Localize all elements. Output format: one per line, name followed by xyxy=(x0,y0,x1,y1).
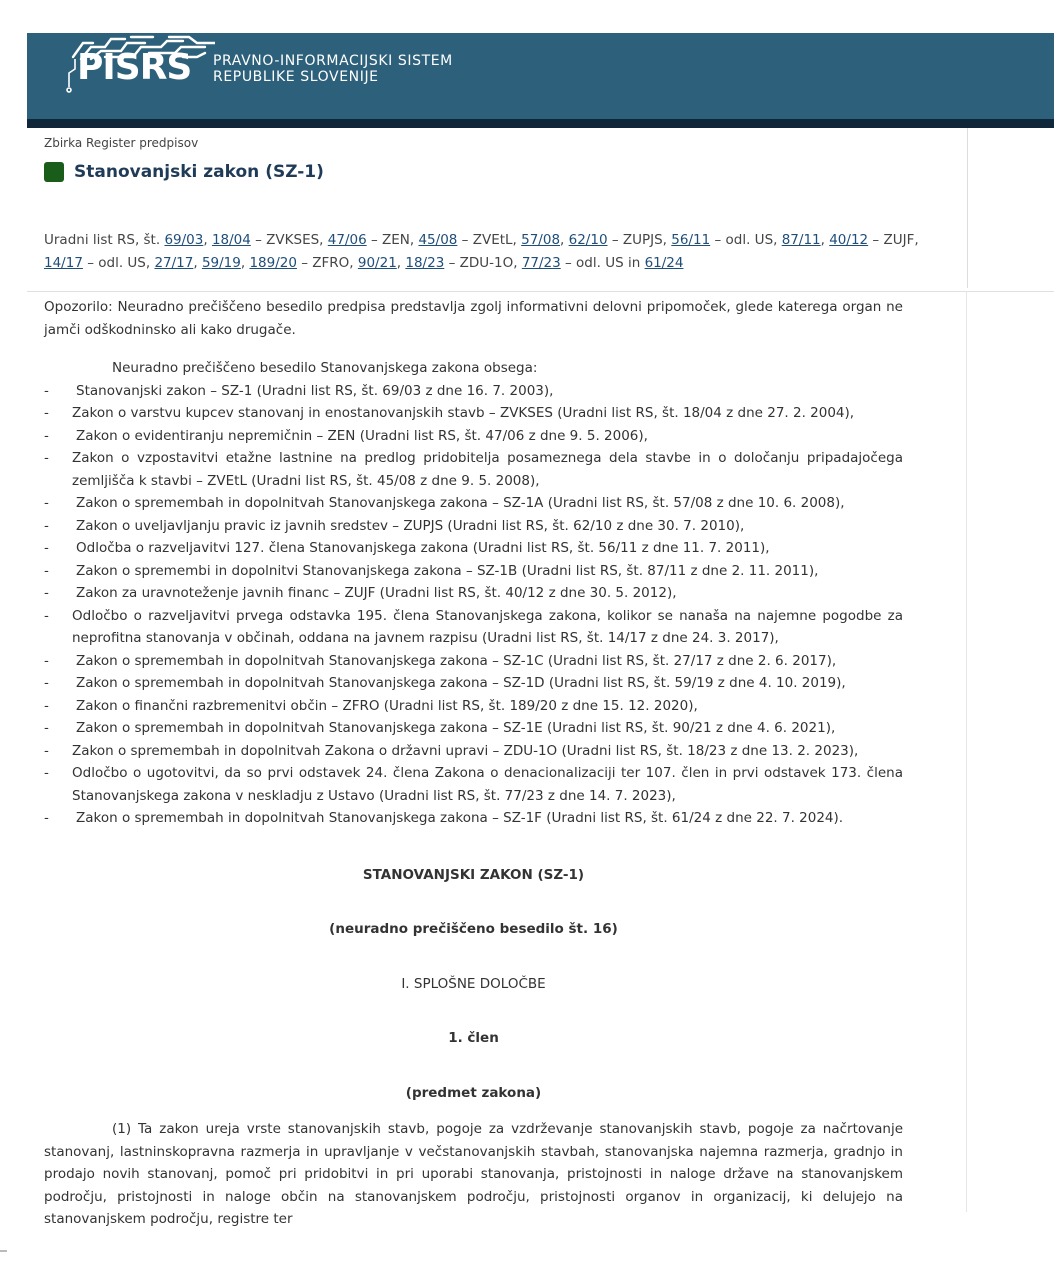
list-dash: - xyxy=(44,517,49,534)
refs-separator: , xyxy=(396,255,406,271)
refs-separator: – odl. US, xyxy=(710,232,782,248)
pisrs-logo[interactable] xyxy=(65,33,215,93)
list-item-text: Zakon o uveljavljanju pravic iz javnih sredstev – ZUPJS (Uradni list RS, št. 62/10 z dne 30. 7. 2010), xyxy=(76,517,745,534)
gazette-link[interactable]: 62/10 xyxy=(568,232,608,248)
panel-right-rule xyxy=(967,128,968,288)
list-item xyxy=(44,695,903,718)
list-item xyxy=(44,717,903,740)
refs-separator: – ZDU-1O, xyxy=(444,255,522,271)
list-item xyxy=(44,762,903,807)
refs-separator: – ZUPJS, xyxy=(607,232,672,248)
page-title: Stanovanjski zakon (SZ-1) xyxy=(74,162,324,182)
list-dash: - xyxy=(44,450,49,466)
list-dash: - xyxy=(44,382,49,399)
list-item xyxy=(44,492,903,515)
list-item xyxy=(44,582,903,605)
list-item-text: Zakon o spremembah in dopolnitvah Stanovanjskega zakona – SZ-1A (Uradni list RS, št. 57/08 z dne 10. 6. 2008), xyxy=(76,495,845,511)
refs-separator: , xyxy=(193,255,202,271)
list-dash: - xyxy=(44,585,49,601)
list-dash: - xyxy=(44,810,49,826)
list-item-text: Zakon o spremembah in dopolnitvah Stanovanjskega zakona – SZ-1D (Uradni list RS, št. 59/19 z dne 4. 10. 2019), xyxy=(76,675,846,691)
brand-line-1: PRAVNO-INFORMACIJSKI SISTEM xyxy=(213,53,453,69)
site-header xyxy=(27,33,1054,128)
gazette-link[interactable]: 18/04 xyxy=(211,232,251,248)
gazette-link[interactable]: 27/17 xyxy=(154,255,194,271)
list-item-text: Zakon o varstvu kupcev stanovanj in enostanovanjskih stavb – ZVKSES (Uradni list RS, št. 18/04 z dne 27. 2. 2004), xyxy=(72,405,855,421)
list-item xyxy=(44,447,903,492)
logo-text: PISRS xyxy=(77,47,192,88)
gazette-link[interactable]: 69/03 xyxy=(164,232,204,248)
chapter-heading: I. SPLOŠNE DOLOČBE xyxy=(401,975,546,992)
regulation-text xyxy=(44,296,903,1231)
gazette-link[interactable]: 40/12 xyxy=(829,232,869,248)
refs-separator: – odl. US, xyxy=(82,255,155,271)
gazette-link[interactable]: 61/24 xyxy=(644,255,684,271)
list-dash: - xyxy=(44,495,49,511)
list-dash: - xyxy=(44,720,49,736)
gazette-link[interactable]: 18/23 xyxy=(405,255,445,271)
list-dash: - xyxy=(44,742,49,759)
article-title: (predmet zakona) xyxy=(405,1084,542,1101)
gazette-link[interactable]: 57/08 xyxy=(521,232,561,248)
list-dash: - xyxy=(44,675,49,691)
gazette-link[interactable]: 77/23 xyxy=(521,255,561,271)
list-item xyxy=(44,672,903,695)
header-bottom-bar xyxy=(27,119,1054,128)
law-subtitle: (neuradno prečiščeno besedilo št. 16) xyxy=(329,921,618,937)
refs-separator: – ZUJF, xyxy=(868,232,919,248)
list-item xyxy=(44,605,903,650)
list-item xyxy=(44,740,903,763)
page-edge-mark xyxy=(0,1250,7,1252)
law-title: STANOVANJSKI ZAKON (SZ-1) xyxy=(362,866,585,883)
list-item xyxy=(44,807,903,830)
refs-separator: , xyxy=(820,232,830,248)
refs-separator: – ZEN, xyxy=(366,232,419,248)
article-paragraph: (1) Ta zakon ureja vrste stanovanjskih stavb, pogoje za vzdrževanje stanovanjskih stavb, pogoje za načrtovanje stanovanj, lastninskopravna razmerja in upravljanje v večstanovanjskih stavbah, stanovanjska najemna razmerja, gradnjo in prodajo novih stanovanj, pomoč pri pridobitvi in pri uporabi stanovanja, pristojnosti in naloge države na stanovanjskem področju, pristojnosti in naloge občin na stanovanjskem področju, pristojnosti organov in organizacij, ki delujejo na stanovanjskem področju, registre ter xyxy=(44,1121,903,1227)
refs-separator: , xyxy=(203,232,212,248)
article-number: 1. člen xyxy=(448,1030,499,1046)
list-item-text: Odločba o razveljavitvi 127. člena Stanovanjskega zakona (Uradni list RS, št. 56/11 z dne 11. 7. 2011), xyxy=(76,540,770,556)
list-item xyxy=(44,537,903,560)
refs-separator: – ZVEtL, xyxy=(457,232,522,248)
list-dash: - xyxy=(44,697,49,714)
content-right-rule xyxy=(966,292,967,1212)
title-row xyxy=(44,162,324,182)
refs-separator: , xyxy=(560,232,569,248)
list-item-text: Zakon o spremembah in dopolnitvah Stanovanjskega zakona – SZ-1F (Uradni list RS, št. 61/24 z dne 22. 7. 2024). xyxy=(76,810,844,826)
list-item-text: Zakon o spremembi in dopolnitvi Stanovanjskega zakona – SZ-1B (Uradni list RS, št. 87/11 z dne 2. 11. 2011), xyxy=(76,562,819,579)
list-item-text: Zakon o evidentiranju nepremičnin – ZEN (Uradni list RS, št. 47/06 z dne 9. 5. 2006), xyxy=(76,427,648,444)
gazette-link[interactable]: 90/21 xyxy=(357,255,397,271)
list-dash: - xyxy=(44,540,49,556)
list-item xyxy=(44,402,903,425)
list-dash: - xyxy=(44,562,49,579)
refs-prefix: Uradni list RS, št. xyxy=(44,232,165,248)
list-item-text: Zakon o spremembah in dopolnitvah Stanovanjskega zakona – SZ-1E (Uradni list RS, št. 90/21 z dne 4. 6. 2021), xyxy=(76,720,836,736)
refs-items xyxy=(44,232,919,271)
regulation-info-panel xyxy=(27,128,968,288)
gazette-link[interactable]: 59/19 xyxy=(201,255,241,271)
gazette-references xyxy=(44,229,944,275)
list-item xyxy=(44,425,903,448)
list-item-text: Odločbo o ugotovitvi, da so prvi odstavek 24. člena Zakona o denacionalizaciji ter 107. člen in prvi odstavek 173. člena Stanovanjskega zakona v neskladju z Ustavo (Uradni list RS, št. 77/23 z dne 14. 7. 2023), xyxy=(72,765,903,804)
gazette-link[interactable]: 14/17 xyxy=(44,255,83,271)
list-item xyxy=(44,380,903,403)
gazette-link[interactable]: 47/06 xyxy=(327,232,367,248)
amendment-list xyxy=(44,380,903,830)
gazette-link[interactable]: 189/20 xyxy=(249,255,297,271)
brand-name xyxy=(213,53,453,85)
list-dash: - xyxy=(44,607,49,624)
logo-side-circuit-icon xyxy=(65,57,79,97)
gazette-link[interactable]: 56/11 xyxy=(671,232,711,248)
list-item-text: Zakon o spremembah in dopolnitvah Stanovanjskega zakona – SZ-1C (Uradni list RS, št. 27/17 z dne 2. 6. 2017), xyxy=(76,652,837,669)
gazette-link[interactable]: 87/11 xyxy=(781,232,821,248)
list-dash: - xyxy=(44,765,49,781)
list-dash: - xyxy=(44,652,49,669)
refs-separator: , xyxy=(240,255,250,271)
breadcrumb[interactable]: Zbirka Register predpisov xyxy=(44,136,199,150)
list-item-text: Odločbo o razveljavitvi prvega odstavka 195. člena Stanovanjskega zakona, kolikor se nanaša na najemne pogodbe za neprofitna stanovanja v občinah, oddana na javnem razpisu (Uradni list RS, št. 14/17 z dne 24. 3. 2017), xyxy=(72,607,903,646)
list-item-text: Zakon o spremembah in dopolnitvah Zakona o državni upravi – ZDU-1O (Uradni list RS, št. 18/23 z dne 13. 2. 2023), xyxy=(72,742,859,759)
gazette-link[interactable]: 45/08 xyxy=(418,232,458,248)
status-square-icon xyxy=(44,162,64,182)
list-item-text: Zakon za uravnoteženje javnih financ – ZUJF (Uradni list RS, št. 40/12 z dne 30. 5. 2012), xyxy=(76,585,677,601)
consolidation-intro: Neuradno prečiščeno besedilo Stanovanjskega zakona obsega: xyxy=(112,360,538,376)
panel-divider xyxy=(27,291,1054,292)
refs-separator: – ZVKSES, xyxy=(250,232,328,248)
refs-separator: – ZFRO, xyxy=(296,255,358,271)
list-item-text: Zakon o vzpostavitvi etažne lastnine na predlog pridobitelja posameznega dela stavbe in o določanju pripadajočega zemljišča k stavbi – ZVEtL (Uradni list RS, št. 45/08 z dne 9. 5. 2008), xyxy=(72,450,903,489)
list-dash: - xyxy=(44,405,49,421)
refs-separator: – odl. US in xyxy=(560,255,645,271)
list-item-text: Zakon o finančni razbremenitvi občin – ZFRO (Uradni list RS, št. 189/20 z dne 15. 12. 2020), xyxy=(76,697,698,714)
list-item-text: Stanovanjski zakon – SZ-1 (Uradni list RS, št. 69/03 z dne 16. 7. 2003), xyxy=(76,382,554,399)
list-dash: - xyxy=(44,427,49,444)
list-item xyxy=(44,560,903,583)
brand-line-2: REPUBLIKE SLOVENIJE xyxy=(213,69,379,85)
list-item xyxy=(44,515,903,538)
disclaimer-text: Opozorilo: Neuradno prečiščeno besedilo predpisa predstavlja zgolj informativni delovni pripomoček, glede katerega organ ne jamči odškodninsko ali kako drugače. xyxy=(44,299,903,338)
list-item xyxy=(44,650,903,673)
